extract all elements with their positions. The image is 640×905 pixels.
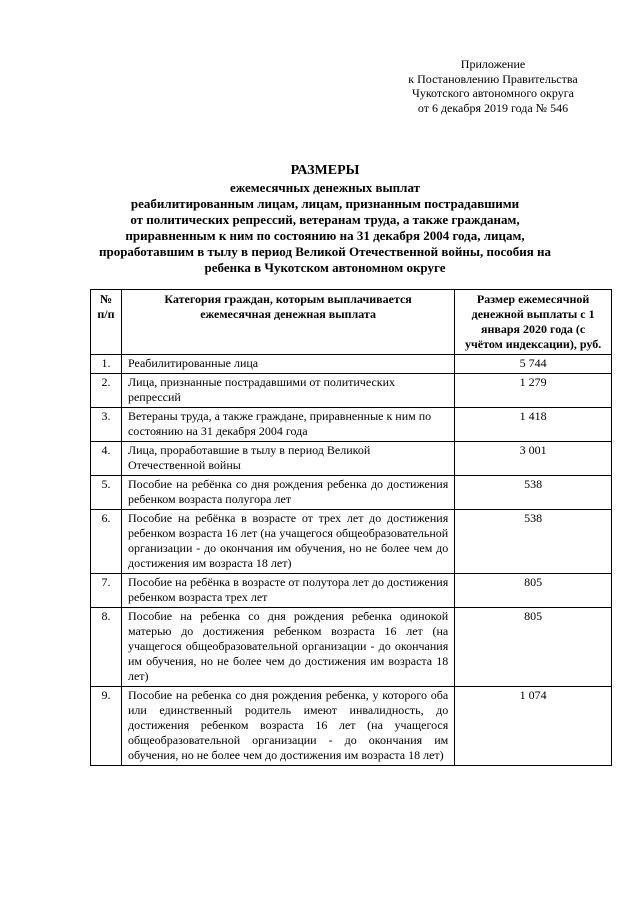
row-category: Пособие на ребёнка в возрасте от полутора лет до достижения ребенком возраста трех лет	[121, 574, 454, 608]
document-title	[90, 163, 560, 276]
row-number: 6.	[91, 510, 122, 574]
row-amount: 1 074	[455, 687, 612, 766]
table-row	[91, 442, 612, 476]
row-amount: 1 418	[455, 408, 612, 442]
row-amount: 3 001	[455, 442, 612, 476]
header-category: Категория граждан, которым выплачивается ежемесячная денежная выплата	[121, 290, 454, 355]
row-category: Реабилитированные лица	[121, 355, 454, 374]
row-number: 2.	[91, 374, 122, 408]
title-line-1: ежемесячных денежных выплат	[229, 180, 421, 195]
table-row	[91, 574, 612, 608]
title-line-3: от политических репрессий, ветеранам труда, а также гражданам,	[130, 212, 520, 227]
row-category: Пособие на ребёнка со дня рождения ребенка до достижения ребенком возраста полугора лет	[121, 476, 454, 510]
annex-line-4: от 6 декабря 2019 года № 546	[417, 100, 569, 115]
row-category: Ветераны труда, а также граждане, приравненные к ним по состоянию на 31 декабря 2004 года	[121, 408, 454, 442]
title-line-2: реабилитированным лицам, лицам, признанным пострадавшими	[130, 196, 520, 211]
row-amount: 538	[455, 476, 612, 510]
row-number: 5.	[91, 476, 122, 510]
row-number: 8.	[91, 608, 122, 687]
payments-table	[90, 289, 612, 766]
title-line-4: приравненным к ним по состоянию на 31 декабря 2004 года, лицам,	[125, 228, 525, 243]
row-category: Пособие на ребенка со дня рождения ребенка, у которого оба или единственный родитель имеют инвалидность, до достижения ребенком возраста 16 лет (на учащегося общеобразовательной организации - до окончания им обучения, но не более чем до достижения им возраста 18 лет)	[121, 687, 454, 766]
table-row	[91, 476, 612, 510]
row-number: 1.	[91, 355, 122, 374]
row-category: Лица, проработавшие в тылу в период Великой Отечественной войны	[121, 442, 454, 476]
table-row	[91, 408, 612, 442]
table-row	[91, 608, 612, 687]
header-num: № п/п	[91, 290, 122, 355]
annex-block	[393, 57, 593, 115]
row-amount: 1 279	[455, 374, 612, 408]
row-category: Пособие на ребёнка в возрасте от трех лет до достижения ребенком возраста 16 лет (на учащегося общеобразовательной организации - до окончания им обучения, но не более чем до достижения им возраста 18 лет)	[121, 510, 454, 574]
annex-line-2: к Постановлению Правительства	[408, 71, 578, 86]
row-number: 4.	[91, 442, 122, 476]
row-amount: 805	[455, 608, 612, 687]
row-number: 3.	[91, 408, 122, 442]
annex-line-1: Приложение	[460, 57, 526, 71]
table-row	[91, 374, 612, 408]
title-line-6: ребенка в Чукотском автономном округе	[204, 260, 446, 275]
table-row	[91, 510, 612, 574]
title-line-5: проработавшим в тылу в период Великой Отечественной войны, пособия на	[98, 244, 552, 259]
header-amount: Размер ежемесячной денежной выплаты с 1 января 2020 года (с учётом индексации), руб.	[455, 290, 612, 355]
table-row	[91, 687, 612, 766]
title-heading: РАЗМЕРЫ	[290, 163, 360, 178]
table-header-row	[91, 290, 612, 355]
row-amount: 805	[455, 574, 612, 608]
row-number: 9.	[91, 687, 122, 766]
table-row	[91, 355, 612, 374]
annex-line-3: Чукотского автономного округа	[412, 86, 574, 100]
row-category: Пособие на ребенка со дня рождения ребенка одинокой матерью до достижения ребенком возраста 16 лет (на учащегося общеобразовательной организации - до окончания им обучения, но не более чем до достижения им возраста 18 лет)	[121, 608, 454, 687]
row-amount: 5 744	[455, 355, 612, 374]
row-number: 7.	[91, 574, 122, 608]
row-amount: 538	[455, 510, 612, 574]
row-category: Лица, признанные пострадавшими от политических репрессий	[121, 374, 454, 408]
